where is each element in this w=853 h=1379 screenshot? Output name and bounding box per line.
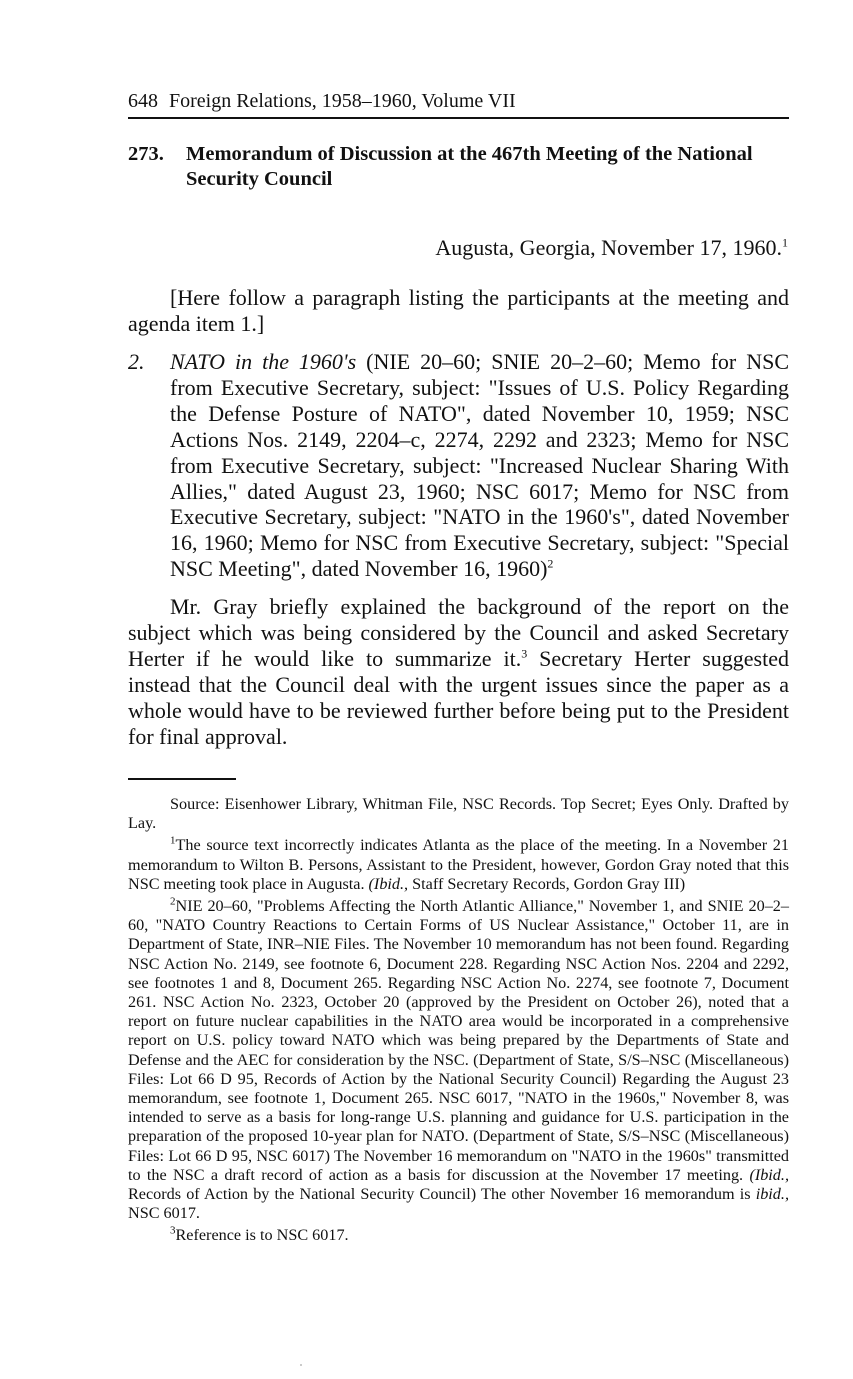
footnote-2-text: NIE 20–60, "Problems Affecting the North Atlantic Alliance," November 1, and SNIE 20–2–60, "NATO Country Reactions to Certain Forms of US Nuclear Assistance," October 11, are in Department of State, INR–NIE Files. The November 10 memorandum has not been found. Regarding NSC Action No. 2149, see footnote 6, Document 228. Regarding NSC Action Nos. 2204 and 2292, see footnotes 1 and 8, Document 265. Regarding NSC Action No. 2274, see footnote 7, Document 261. NSC Action No. 2323, October 20 (approved by the President on October 26), noted that a report on future nuclear capabilities in the NATO area would be incorporated in a comprehensive report on U.S. policy toward NATO which was being prepared by the Departments of State and Defense and the AEC for consideration by the NSC. (Department of State, S/S–NSC (Miscellaneous) Files: Lot 66 D 95, Records of Action by the National Security Council) Regarding the August 23 memorandum, see footnote 1, Document 265. NSC 6017, "NATO in the 1960s," November 8, was intended to serve as a basis for long-range U.S. planning and guidance for U.S. participation in the preparation of the proposed 10-year plan for NATO. (Department of State, S/S–NSC (Miscellaneous) Files: Lot 66 D 95, NSC 6017) The November 16 memorandum on "NATO in the 1960s" transmitted to the NSC a draft record of action as a basis for discussion at the November 17 meeting. [128, 897, 789, 1184]
agenda-item-2 [128, 349, 789, 582]
page-number: 648 [128, 90, 158, 112]
footnote-2 [128, 897, 789, 1223]
discussion-paragraph [128, 594, 789, 749]
footnotes [128, 795, 789, 1249]
footnote-rule [128, 778, 236, 780]
footnote-1 [128, 836, 789, 894]
footnote-2-text-mid: Records of Action by the National Security Council) The other November 16 memorandum is [128, 1185, 756, 1204]
footnote-ref-2: 2 [547, 556, 554, 571]
footnote-1-mark: 1 [170, 835, 176, 848]
footnote-1-text: The source text incorrectly indicates Atlanta as the place of the meeting. In a November 21 memorandum to Wilton B. Persons, Assistant to the President, however, Gordon Gray noted that this NSC meeting took place in Augusta. [128, 836, 789, 893]
header-rule [128, 117, 789, 119]
volume-title: Foreign Relations, 1958–1960, Volume VII [169, 90, 516, 112]
dateline-text: Augusta, Georgia, November 17, 1960. [435, 235, 782, 260]
footnote-1-text-end: Staff Secretary Records, Gordon Gray III) [408, 874, 686, 893]
document-heading [128, 142, 788, 192]
agenda-item-heading: NATO in the 1960's [170, 349, 357, 374]
footnote-3-text: Reference is to NSC 6017. [175, 1226, 349, 1245]
footnote-3-mark: 3 [170, 1225, 176, 1238]
footnote-2-mark: 2 [170, 895, 176, 908]
footnote-1-ibid: (Ibid., [368, 874, 409, 893]
agenda-item-body: (NIE 20–60; SNIE 20–2–60; Memo for NSC from Executive Secretary, subject: "Issues of U.S. Policy Regarding the Defense Posture of NATO", dated November 10, 1959; NSC Actions Nos. 2149, 2204–c, 2274, 2292 and 2323; Memo for NSC from Executive Secretary, subject: "Increased Nuclear Sharing With Allies," dated August 23, 1960; NSC 6017; Memo for NSC from Executive Secretary, subject: "NATO in the 1960's", dated November 16, 1960; Memo for NSC from Executive Secretary, subject: "Special NSC Meeting", dated November 16, 1960) [170, 349, 789, 582]
scan-speck [300, 1364, 302, 1366]
editorial-note-paragraph: [Here follow a paragraph listing the participants at the meeting and agenda item 1.] [128, 285, 789, 336]
footnote-2-text-end: NSC 6017. [128, 1204, 200, 1223]
document-number: 273. [128, 143, 164, 165]
agenda-item-number: 2. [128, 349, 145, 374]
footnote-source: Source: Eisenhower Library, Whitman File, NSC Records. Top Secret; Eyes Only. Drafted by Lay. [128, 795, 789, 833]
footnote-ref-3: 3 [521, 646, 528, 661]
discussion-text-part1: Mr. Gray briefly explained the background of the report on the subject which was being considered by the Council and asked Secretary Herter if he would like to summarize it. [128, 594, 789, 671]
running-head [128, 88, 788, 114]
footnote-2-ibid-2: ibid., [755, 1185, 789, 1204]
footnote-ref-1: 1 [782, 235, 788, 250]
discussion-text-part2: Secretary Herter suggested instead that the Council deal with the urgent issues since the paper as a whole would have to be reviewed further before being put to the President for final approval. [128, 645, 789, 749]
footnote-2-ibid: (Ibid., [749, 1165, 789, 1184]
footnote-3 [128, 1226, 789, 1245]
agenda-item-text [170, 349, 789, 582]
dateline [128, 234, 788, 262]
document-title: Memorandum of Discussion at the 467th Meeting of the National Security Council [186, 143, 753, 190]
